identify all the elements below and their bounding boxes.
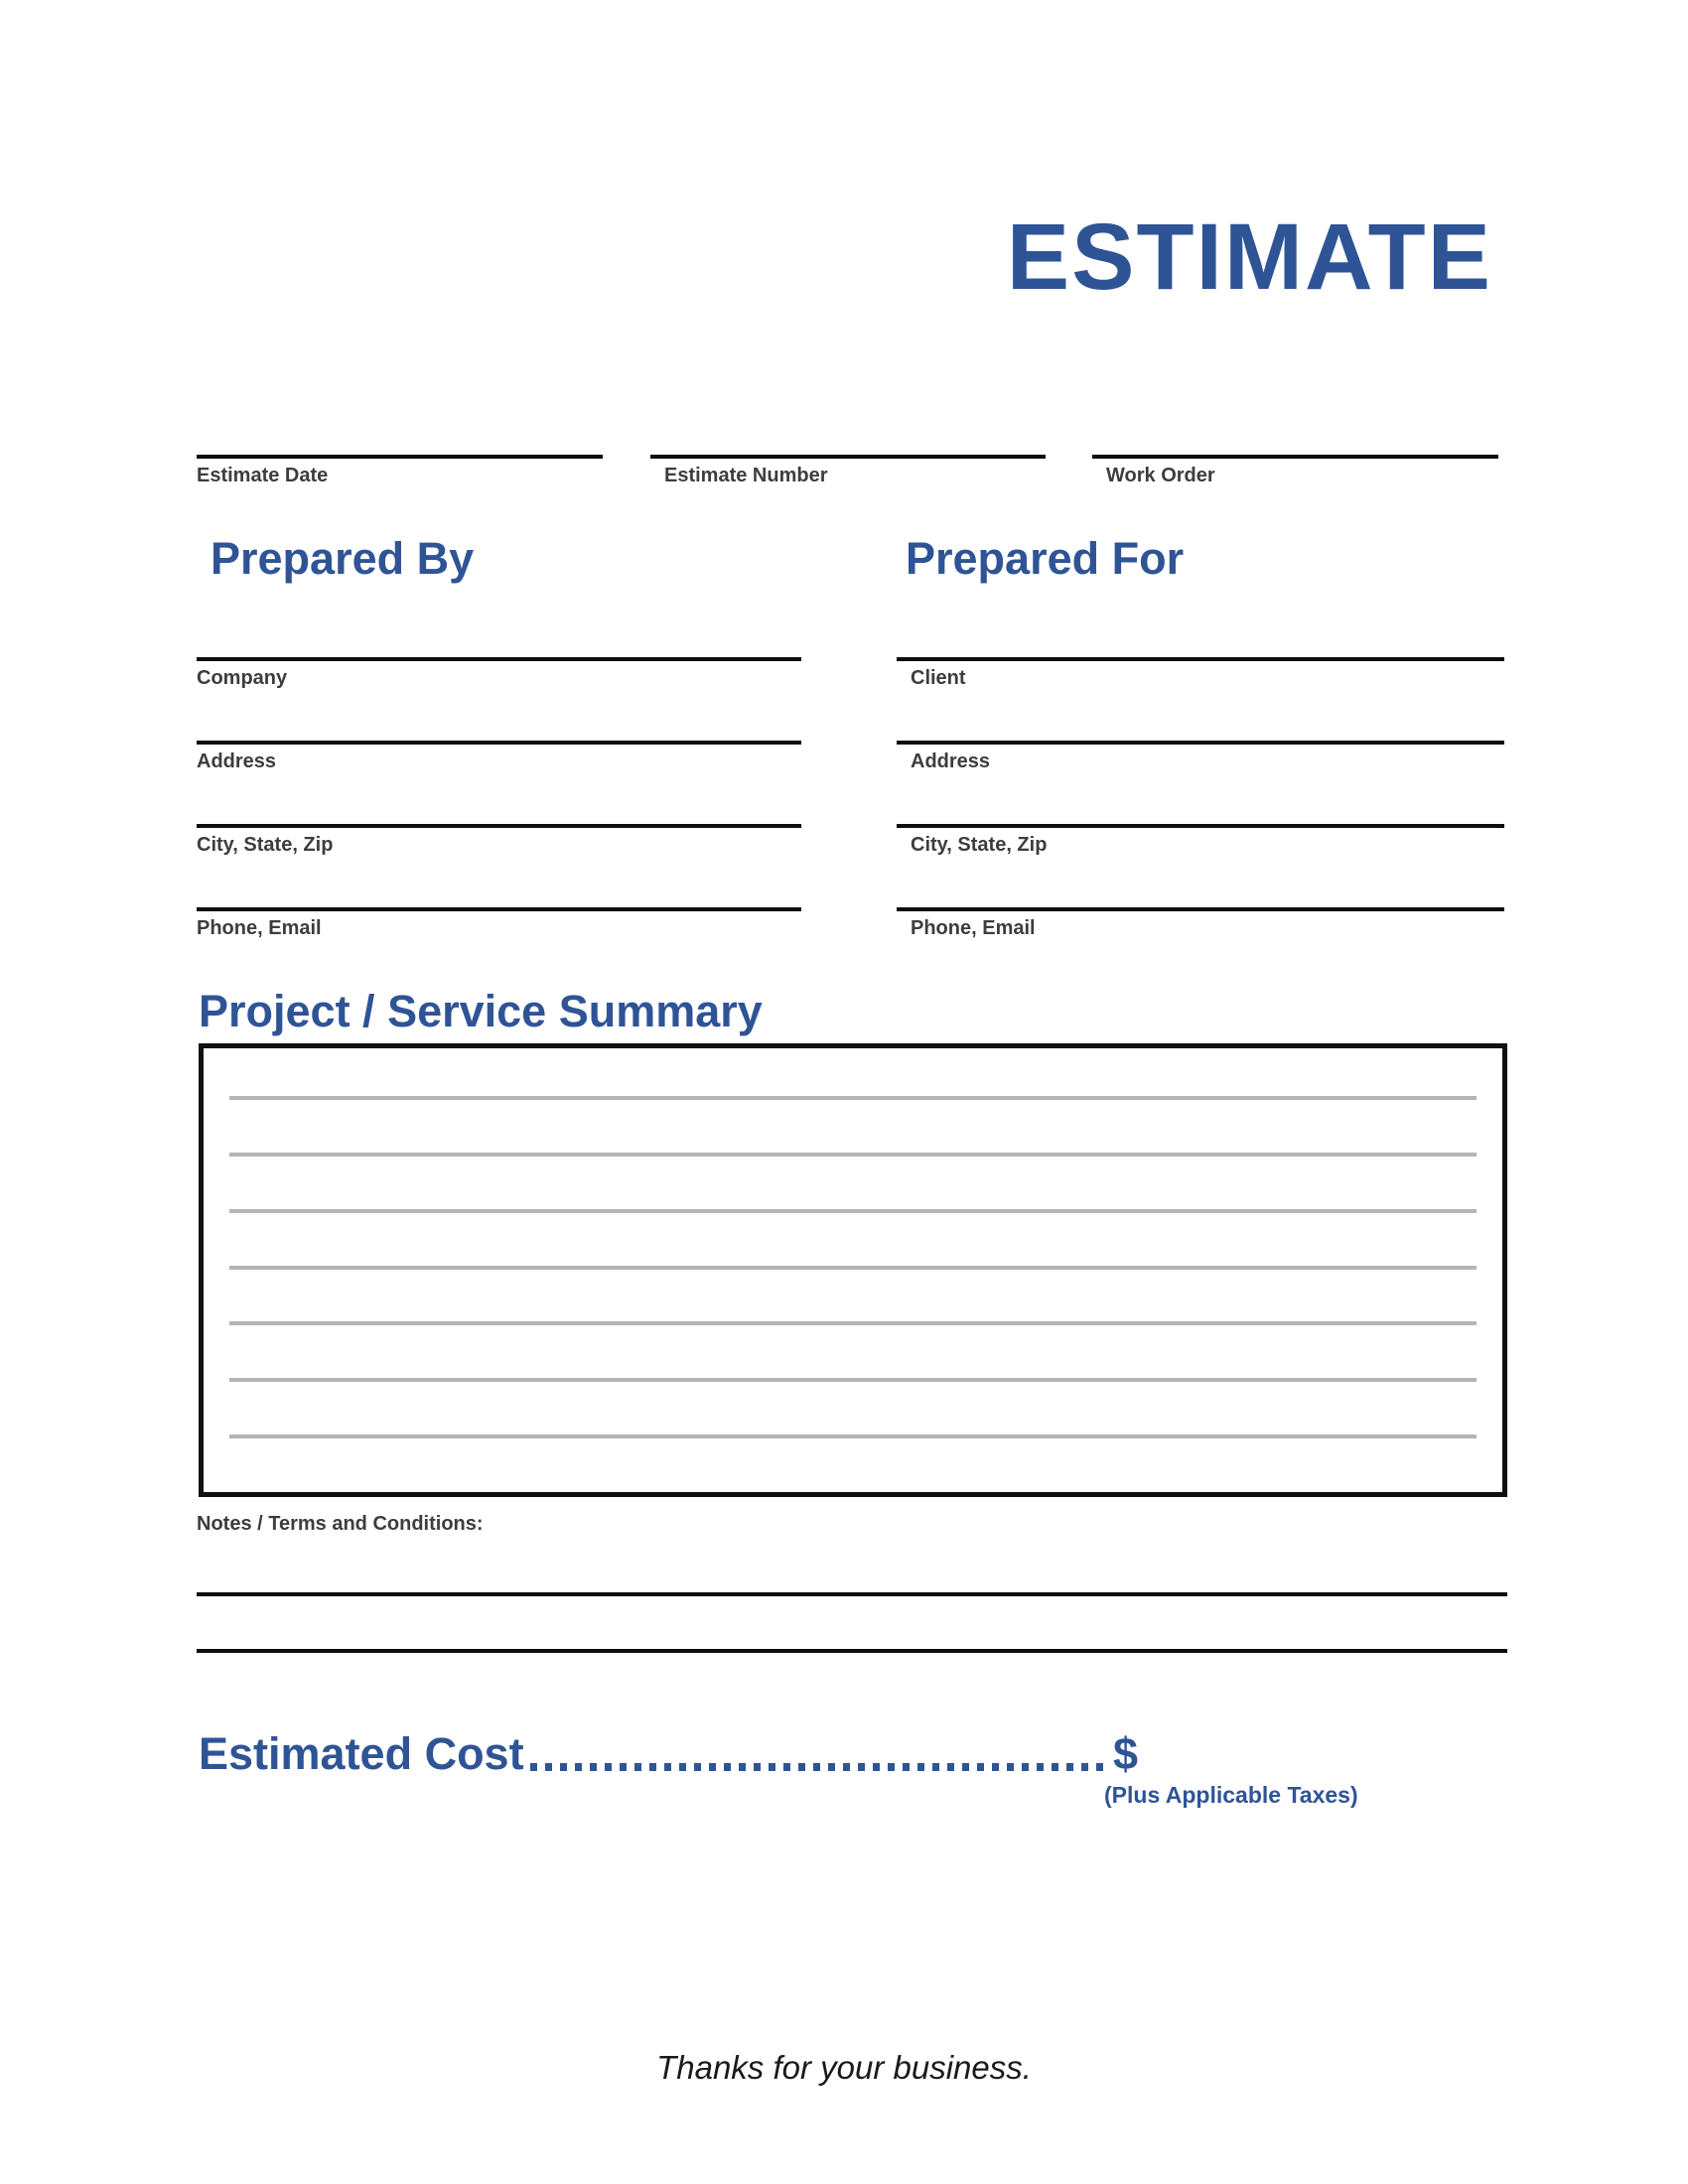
estimated-cost-row [199, 1728, 1138, 1779]
by-address-field [197, 741, 801, 772]
client-field [897, 657, 1504, 689]
prepared-for-heading: Prepared For [906, 533, 1185, 584]
prepared-by-heading: Prepared By [211, 533, 475, 584]
for-city-state-zip-input[interactable] [897, 824, 1504, 828]
company-label: Company [197, 667, 288, 689]
company-input[interactable] [197, 657, 801, 661]
by-phone-email-field [197, 907, 801, 939]
work-order-input[interactable] [1092, 455, 1498, 459]
for-phone-email-input[interactable] [897, 907, 1504, 911]
estimate-date-label: Estimate Date [197, 465, 329, 486]
by-address-label: Address [197, 751, 277, 772]
summary-ruled-line [229, 1321, 1477, 1325]
by-address-input[interactable] [197, 741, 801, 745]
estimate-date-input[interactable] [197, 455, 603, 459]
notes-label: Notes / Terms and Conditions: [197, 1513, 484, 1535]
by-city-state-zip-field [197, 824, 801, 856]
company-field [197, 657, 801, 689]
for-phone-email-label: Phone, Email [911, 917, 1036, 939]
for-city-state-zip-field [897, 824, 1504, 856]
estimate-number-input[interactable] [650, 455, 1046, 459]
client-input[interactable] [897, 657, 1504, 661]
summary-ruled-line [229, 1266, 1477, 1270]
for-city-state-zip-label: City, State, Zip [911, 834, 1048, 856]
estimate-number-label: Estimate Number [664, 465, 828, 486]
dot-leader [530, 1763, 1110, 1771]
estimated-cost-label: Estimated Cost [199, 1728, 524, 1779]
for-phone-email-field [897, 907, 1504, 939]
client-label: Client [911, 667, 966, 689]
work-order-field [1092, 455, 1498, 486]
by-phone-email-label: Phone, Email [197, 917, 322, 939]
estimate-number-field [650, 455, 1046, 486]
tax-note: (Plus Applicable Taxes) [1104, 1782, 1358, 1808]
by-city-state-zip-label: City, State, Zip [197, 834, 334, 856]
summary-ruled-line [229, 1153, 1477, 1157]
estimate-date-field [197, 455, 603, 486]
summary-box[interactable] [199, 1043, 1507, 1497]
summary-ruled-line [229, 1096, 1477, 1100]
summary-ruled-line [229, 1209, 1477, 1213]
by-city-state-zip-input[interactable] [197, 824, 801, 828]
footer-message: Thanks for your business. [656, 2049, 1032, 2086]
for-address-label: Address [911, 751, 991, 772]
for-address-input[interactable] [897, 741, 1504, 745]
page-title: ESTIMATE [1006, 205, 1492, 310]
summary-ruled-line [229, 1434, 1477, 1438]
work-order-label: Work Order [1106, 465, 1215, 486]
currency-symbol: $ [1112, 1728, 1138, 1779]
notes-line-1[interactable] [197, 1592, 1507, 1596]
summary-ruled-line [229, 1378, 1477, 1382]
summary-heading: Project / Service Summary [199, 986, 763, 1036]
for-address-field [897, 741, 1504, 772]
notes-line-2[interactable] [197, 1649, 1507, 1653]
by-phone-email-input[interactable] [197, 907, 801, 911]
